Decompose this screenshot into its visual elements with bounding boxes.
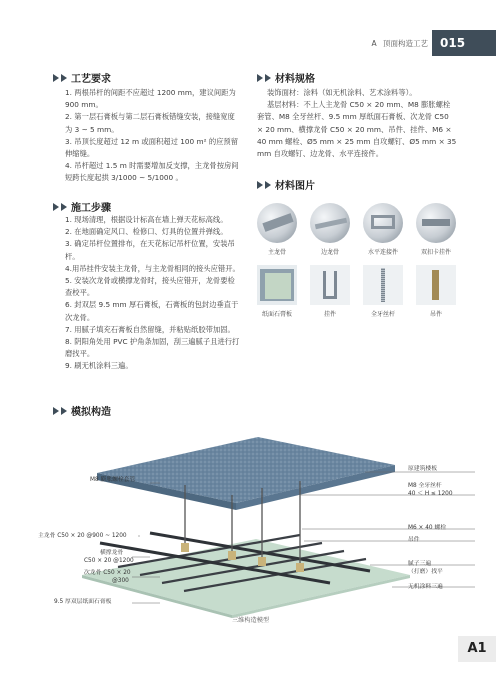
material-label: 边龙骨 <box>320 249 339 256</box>
materials-title-text: 材料规格 <box>275 74 315 85</box>
chapter-title: 顶面构造工艺 <box>383 39 428 48</box>
step-item: 2. 在地面确定风口、检修口、灯具的位置并弹线。 <box>65 227 228 237</box>
bolt-label: M8 膨胀螺栓套管 <box>90 477 136 483</box>
ceiling-3d-model <box>0 425 496 635</box>
materials-text <box>257 87 457 160</box>
board-label: 9.5 厚双层纸面石膏板 <box>54 599 112 605</box>
section-tag: A1 <box>458 636 496 662</box>
concrete-slab-top <box>97 437 395 503</box>
steps-list <box>65 214 241 373</box>
sub-keel-spec: @300 <box>112 578 129 584</box>
arrow-icon <box>265 74 271 82</box>
double-clip-photo <box>416 203 456 243</box>
chapter-heading <box>320 38 428 49</box>
connector-photo <box>363 203 403 243</box>
material-card <box>416 203 458 256</box>
material-label: 吊件 <box>429 311 442 318</box>
cross-keel-label: 横撑龙骨 <box>100 550 124 556</box>
step-item: 1. 现场清理，根据设计标高在墙上弹天花标高线。 <box>65 215 228 224</box>
sub-keel-label: 次龙骨 C50 × 20 <box>84 570 131 576</box>
materials-line: 装饰面材：涂料（如无机涂料、艺术涂料等）。 <box>267 88 417 97</box>
edge-keel-photo <box>310 203 350 243</box>
putty-label: 腻子三遍 <box>408 561 432 567</box>
hanger <box>181 543 189 552</box>
arrow-icon <box>257 74 263 82</box>
main-keel-label: 主龙骨 C50 × 20 @900 ~ 1200 <box>38 533 127 539</box>
process-item: 3. 吊顶长度超过 12 m 或面积超过 100 m² 的应预留伸缩缝。 <box>65 136 239 159</box>
cross-keel-spec: C50 × 20 @1200 <box>84 558 134 564</box>
arrow-icon <box>61 407 67 415</box>
step-item: 5. 安装次龙骨或横撑龙骨时，接头应错开，龙骨要检查校平。 <box>65 276 235 298</box>
material-images-title <box>257 177 315 192</box>
material-label: 双扣卡挂件 <box>420 249 451 256</box>
material-card <box>416 265 458 318</box>
arrow-icon <box>257 181 263 189</box>
gypsum-board-photo <box>257 265 297 305</box>
rod-label: M8 全牙丝杆 <box>408 483 442 489</box>
arrow-icon <box>53 407 59 415</box>
model-caption: 三维构造模型 <box>232 617 270 624</box>
hanger <box>258 557 266 566</box>
arrow-icon <box>53 74 59 82</box>
hanger-label: 吊件 <box>408 537 420 543</box>
chapter-letter: A <box>371 39 377 48</box>
m6-bolt-label: M6 × 40 螺栓 <box>408 525 447 531</box>
concrete-label: 原建筑楼板 <box>408 466 437 472</box>
process-item: 2. 第一层石膏板与第二层石膏板错缝安装，接缝宽度为 3 ~ 5 mm。 <box>65 112 235 134</box>
arrow-icon <box>53 203 59 211</box>
paint-label: 无机涂料三遍 <box>408 584 443 590</box>
hanger <box>228 551 236 560</box>
suspension-photo <box>416 265 456 305</box>
material-card <box>257 265 299 318</box>
putty-sub-label: （打磨）找平 <box>408 569 443 575</box>
materials-line: 基层材料：不上人主龙骨 C50 × 20 mm、M8 膨胀螺栓套管、M8 全牙丝杆、9.5 mm 厚纸面石膏板、次龙骨 C50 × 20 mm、横撑龙骨 C50 × 20 mm、吊件、挂件、M6 × 40 mm 螺栓、Ø5 mm × 25 mm 自攻螺钉、Ø5 mm × 35 mm 自攻螺钉、边龙骨、水平连接件。 <box>257 100 457 159</box>
material-card <box>310 265 352 318</box>
process-title-text: 工艺要求 <box>71 74 111 85</box>
step-item: 8. 阴阳角处用 PVC 护角条加固，刮三遍腻子且进行打磨找平。 <box>65 337 240 359</box>
material-label: 水平连接件 <box>367 249 398 256</box>
process-item: 4. 吊杆超过 1.5 m 时需要增加反支撑，主龙骨按房间短跨长度起拱 3/1000 ~ 5/1000 。 <box>65 161 239 183</box>
steps-title-text: 施工步骤 <box>71 203 111 214</box>
material-card <box>310 203 352 256</box>
model-title-text: 模拟构造 <box>71 407 111 418</box>
arrow-icon <box>265 181 271 189</box>
material-card <box>257 203 299 256</box>
material-label: 主龙骨 <box>267 249 286 256</box>
material-label: 全牙丝杆 <box>370 311 395 318</box>
material-card <box>363 203 405 256</box>
main-keel-photo <box>257 203 297 243</box>
step-item: 6. 封双层 9.5 mm 厚石膏板，石膏板的包封边垂直于次龙骨。 <box>65 300 239 322</box>
step-item: 4.用吊挂件安装主龙骨，与主龙骨相同的接头应错开。 <box>65 263 240 273</box>
material-images-title-text: 材料图片 <box>275 181 315 192</box>
step-item: 7. 用腻子填充石膏板自然留缝，并粘贴纸胶带加固。 <box>65 324 235 334</box>
materials-title <box>257 70 315 85</box>
process-list <box>65 87 241 185</box>
step-item: 9. 刷无机涂料三遍。 <box>65 361 133 371</box>
threaded-rod-photo <box>363 265 403 305</box>
model-title <box>53 403 111 418</box>
material-label: 纸面石膏板 <box>261 311 292 318</box>
page-number: 015 <box>432 30 496 56</box>
process-item: 1. 两根吊杆的间距不应超过 1200 mm，建议间距为 900 mm。 <box>65 88 236 110</box>
rod-range-label: 40 ＜ H ≤ 1200 <box>408 491 453 497</box>
process-title <box>53 70 111 85</box>
material-label: 挂件 <box>323 311 336 318</box>
arrow-icon <box>61 74 67 82</box>
hanger-photo <box>310 265 350 305</box>
step-item: 3. 确定吊杆位置排布，在天花标记吊杆位置，安装吊杆。 <box>65 239 235 261</box>
hanger <box>296 563 304 572</box>
steps-title <box>53 199 111 214</box>
material-card <box>363 265 405 318</box>
arrow-icon <box>61 203 67 211</box>
